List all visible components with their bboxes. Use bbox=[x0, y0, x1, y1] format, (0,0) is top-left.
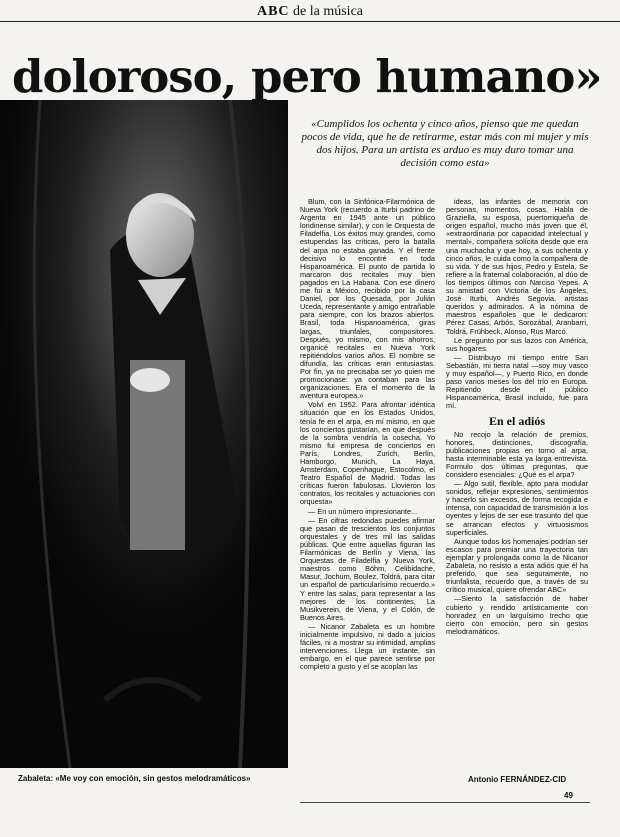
byline: Antonio FERNÁNDEZ-CID bbox=[468, 775, 567, 784]
paragraph: — Nicanor Zabaleta es un hombre inicialmente impulsivo, ni dado a juicios fáciles, ni a mostrar su intimidad, amplias intervenciones. Llega un instante, sin embargo, en el que parece sentirse por completo a gusto y el se acoplan las bbox=[300, 621, 435, 672]
page-header bbox=[0, 4, 620, 20]
photo-caption: Zabaleta: «Me voy con emoción, sin gestos melodramáticos» bbox=[18, 774, 251, 783]
paragraph: Aunque todos los homenajes podrían ser escasos para premiar una trayectoria tan ejemplar y prolongada como la de Nicanor Zabaleta, no resisto a esta adiós que él ha preferido, que sea seguramente, no triunfalista, recuerdo que, a través de su crítico musical, quiere ofrendar ABC» bbox=[446, 536, 588, 595]
paragraph: — Algo sutil, flexible, apto para modular sonidos, reflejar expresiones, sentimientos y hacerlo sin excesos, de forma recogida e intensa, con capacidad de transmisión a los oyentes y lejos de ser ese trasunto del que se arrancan efectos y virtuosismos superficiales. bbox=[446, 479, 588, 537]
paragraph: — En cifras redondas puedes afirmar que pasan de trescientos los conjuntos orquestales y de tres mil las salidas públicas. Que entre aquellas figuran las Filarmónicas de Berlín y Viena, las Orquestas de Filadelfia y Nueva York, maestros como Böhm, Celibidache, Masur, Jochum, Boulez, Toldrá, para citar un español de particularísimo recuerdo.» Y entre las salas, para representar a las mejores de los continentes, La Musikverein, de Viena, y el Colón, de Buenos Aires. bbox=[300, 515, 435, 622]
bottom-rule bbox=[300, 802, 590, 803]
brand-name: ABC bbox=[256, 4, 290, 19]
paragraph: ideas, las infantes de memoria con personas, momentos, cosas. Habla de Graziella, su esposa, puertorriqueña de origen español, mucho más joven que él, «extraordinaria por capacidad intelectual y mental», compañera solícita desde que era una muchacha y que hoy, a sus ochenta y cinco años, le cuida como la compañera de su vida. Y de sus hijos, Pedro y Estela. Se refiere a la fraternal colaboración, al dúo de los tiempos últimos con Narciso Yepes. A su amistad con Victoria de los Ángeles, José Iturbi, Andrés Segovia, artistas queridos y admirados. A la nómina de maestros españoles que le dedicaron: Pérez Casas, Arbós, Sorozábal, Aranbarri, Toldrá, Frühbeck, Alonso, Rus Marcó. bbox=[446, 197, 588, 336]
portrait-illustration bbox=[0, 100, 288, 768]
page-number: 49 bbox=[564, 791, 573, 800]
paragraph: —Siento la satisfacción de haber cubierto y rendido artísticamente con honradez en un larguísimo trecho que cierro con emoción, pero sin gestos melodramáticos. bbox=[446, 594, 588, 636]
paragraph: Blum, con la Sinfónica-Filarmónica de Nueva York (recuerdo a Iturbi padrino de Argenta en 1945 ante un público londinense similar), y con le Orquesta de Filadelfia. Los éxitos muy grandes, como estupendas las críticas, pero la batalla del arpa no estaba ganada. Y el frente decisivo lo encontré en toda Hispanoamérica. El punto de partida lo marcaron dos recitales muy bien pagados en La Habana. Con ese dinero me fui a México, recibido por la casa Daniel, por los Quesada, por Julián Uceda, representante y amigo entrañable para siempre, con los brazos abiertos. Brasil, toda Hispanoamérica, giras largas, triunfales, compositores. Después, yo mismo, con mis ahorros, organicé recitales en Nueva York repitiéndolos varios años. El nombre se difundía, las críticas eran entusiastas. Por fin, ya no precisaba ser yo quien me promocionase: ya contaban para las organizaciones. Era el momento de la aventura europea.» bbox=[300, 197, 435, 401]
article-column-1 bbox=[300, 198, 435, 672]
header-rule bbox=[0, 21, 620, 22]
paragraph: — En un número impresionante... bbox=[308, 506, 418, 516]
paragraph: Volví en 1952. Para afrontar idéntica situación que en los Estados Unidos, tenía fe en el arpa, en mí mismo, en que los conciertos gustarían, en que después de la sombra vendría la cosecha. Yo mismo fui empresa de conciertos en París, Londres, Zurich, Berlín, Hamburgo, Munich, La Haya, Amsterdam, Copenhague, Estocolmo, el Teatro Español de Madrid. Todas las críticas fueron fabulosas. Llovieron los contratos, los recitales y actuaciones con orquesta» bbox=[300, 400, 435, 507]
paragraph: — Distribuyo mi tiempo entre San Sebastián, mi tierra natal —soy muy vasco y muy español—, y Puerto Rico, en donde paso varios meses los del trío en Europa. Repitiendo desde el público Hispanoamérica, Brasil incluido, fue para mí. bbox=[446, 352, 588, 411]
paragraph: Le pregunto por sus lazos con América, sus hogares. bbox=[446, 335, 588, 353]
paragraph: No recojo la relación de premios, honores, distinciones, discografía, publicaciones propias en torno al arpa, hasta interminable esta ya larga entrevista. Formulo dos últimas preguntas, que considero esenciales: ¿Qué es el arpa? bbox=[446, 429, 588, 479]
headline: doloroso, pero humano» bbox=[12, 50, 602, 103]
article-column-2 bbox=[446, 198, 588, 637]
section-subhead: En el adiós bbox=[488, 414, 545, 429]
portrait-photo bbox=[0, 100, 288, 768]
pull-quote: «Cumplidos los ochenta y cinco años, pienso que me quedan pocos de vida, que he de retirarme, estar más con mi mujer y mis dos hijos. Para un artista es arduo es muy duro tomar una decisión como esta» bbox=[301, 118, 589, 169]
section-name: de la música bbox=[289, 4, 364, 19]
